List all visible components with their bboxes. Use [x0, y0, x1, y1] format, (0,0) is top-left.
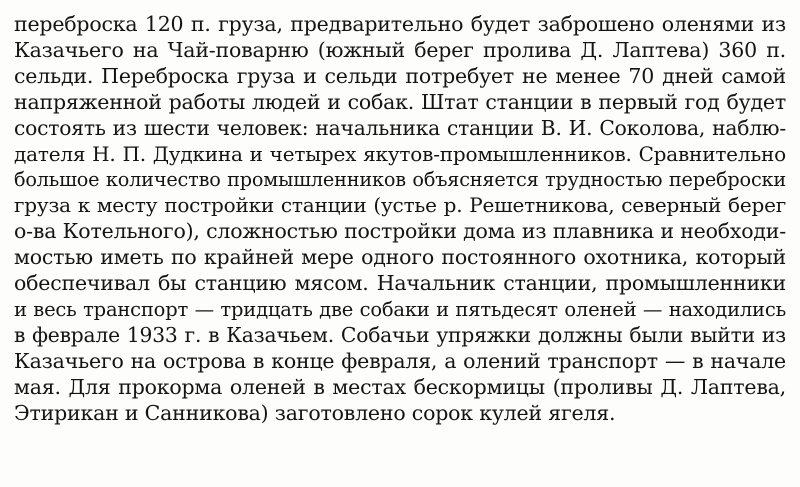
text-line: и весь транспорт — тридцать две собаки и пятьдесят оленей — находились [14, 297, 786, 321]
text-line: состоять из шести человек: начальника станции В. И. Соколова, наблю- [14, 115, 786, 140]
text-line: напряженной работы людей и собак. Штат станции в первый год будет [14, 89, 786, 114]
text-line: переброска 120 п. груза, предварительно будет заброшено оленями из [14, 12, 786, 36]
text-line: Казачьего на Чай-поварню (южный берег пролива Д. Лаптева) 360 п. [14, 37, 786, 62]
text-line-last: Этирикан и Санникова) заготовлено сорок кулей ягеля. [14, 400, 616, 425]
text-line: о-ва Котельного), сложностью постройки дома из плавника и необходи- [14, 219, 786, 244]
text-line: большое количество промышленников объясняется трудностью переброски [14, 168, 786, 192]
text-line: Казачьего на острова в конце февраля, а олений транспорт — в начале [14, 348, 786, 373]
text-line: обеспечивал бы станцию мясом. Начальник станции, промышленники [14, 271, 786, 296]
text-line: дателя Н. П. Дудкина и четырех якутов-промышленников. Сравнительно [14, 141, 786, 166]
text-line: сельди. Переброска груза и сельди потребует не менее 70 дней самой [14, 63, 786, 88]
text-line: в феврале 1933 г. в Казачьем. Собачьи упряжки должны были выйти из [14, 322, 786, 347]
paragraph [14, 12, 786, 427]
text-line: мая. Для прокорма оленей в местах бескормицы (проливы Д. Лаптева, [14, 374, 786, 399]
text-line: мостью иметь по крайней мере одного постоянного охотника, который [14, 245, 786, 270]
text-line: груза к месту постройки станции (устье р. Решетникова, северный берег [14, 193, 786, 218]
